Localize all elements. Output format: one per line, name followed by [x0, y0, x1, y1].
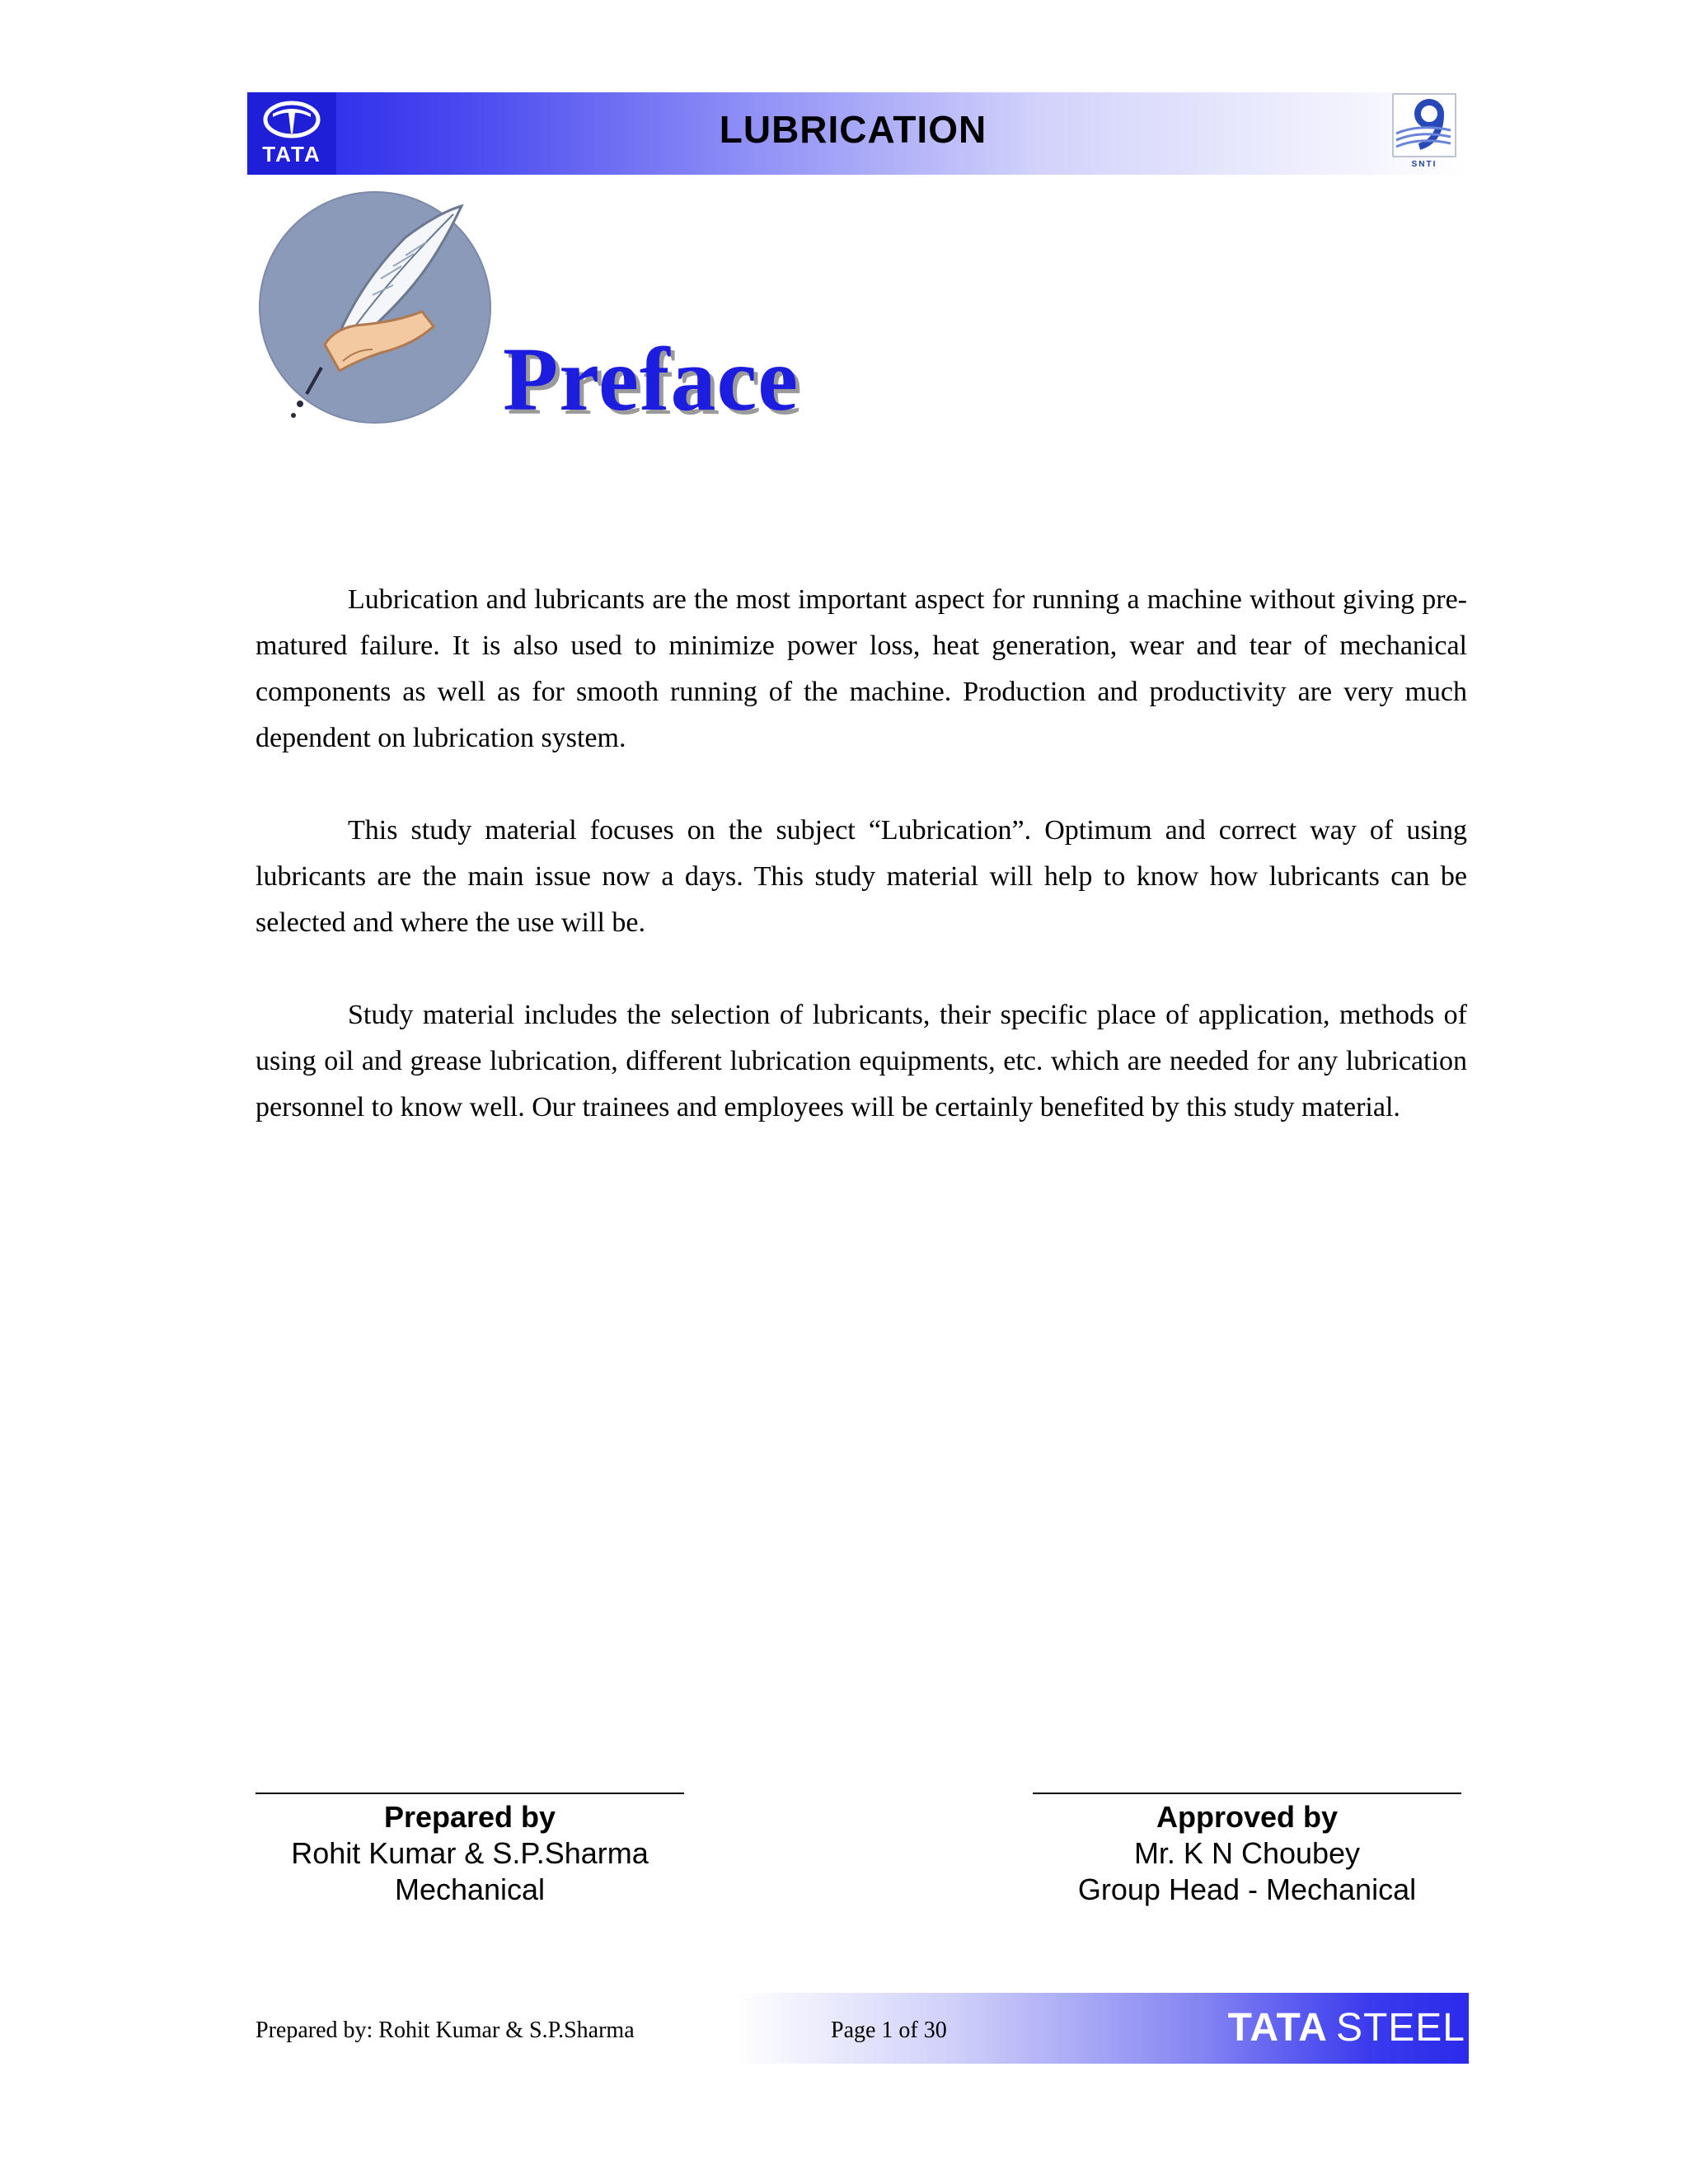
snti-emblem-icon — [1391, 92, 1457, 163]
brand-light-text: STEEL — [1335, 2005, 1465, 2050]
prepared-by-dept: Mechanical — [394, 1872, 546, 1906]
approved-by-name: Mr. K N Choubey — [1133, 1836, 1361, 1870]
signature-line — [256, 1793, 684, 1794]
snti-logo — [1391, 92, 1457, 173]
page-number: Page 1 of 30 — [831, 2018, 947, 2043]
preface-heading: Preface — [503, 329, 799, 429]
tata-logo-text: TATA — [262, 141, 321, 166]
paragraph-1: Lubrication and lubricants are the most important aspect for running a machine without giving pre-matured failure. It is also used to minimize power loss, heat generation, wear and tear of mechanical components as well as for smooth running of the machine. Production and productivity are very much dependent on lubrication system. — [256, 584, 1467, 753]
brand-bold-text: TATA — [1227, 2005, 1328, 2050]
footer-prepared-by: Prepared by: Rohit Kumar & S.P.Sharma — [256, 2018, 635, 2043]
paragraph-3: Study material includes the selection of lubricants, their specific place of application, methods of using oil and grease lubrication, different lubrication equipments, etc. which are needed for any lubrication personnel to know well. Our trainees and employees will be certainly benefited by this study material. — [256, 1000, 1467, 1122]
prepared-by-block — [256, 1793, 684, 1908]
preface-body — [256, 577, 1467, 1177]
approved-by-block — [1033, 1793, 1461, 1908]
approved-by-title: Approved by — [1156, 1800, 1339, 1834]
approved-by-dept: Group Head - Mechanical — [1077, 1872, 1417, 1906]
snti-logo-text: SNTI — [1411, 160, 1437, 169]
page-title: LUBRICATION — [719, 108, 987, 151]
tata-steel-logo — [1227, 2003, 1465, 2052]
prepared-by-name: Rohit Kumar & S.P.Sharma — [291, 1836, 649, 1870]
quill-hand-icon — [257, 188, 496, 427]
signature-line — [1033, 1793, 1461, 1794]
paragraph-2: This study material focuses on the subject “Lubrication”. Optimum and correct way of using lubricants are the main issue now a days. This study material will help to know how lubricants can be selected and where the use will be. — [256, 815, 1467, 938]
prepared-by-title: Prepared by — [383, 1800, 556, 1834]
